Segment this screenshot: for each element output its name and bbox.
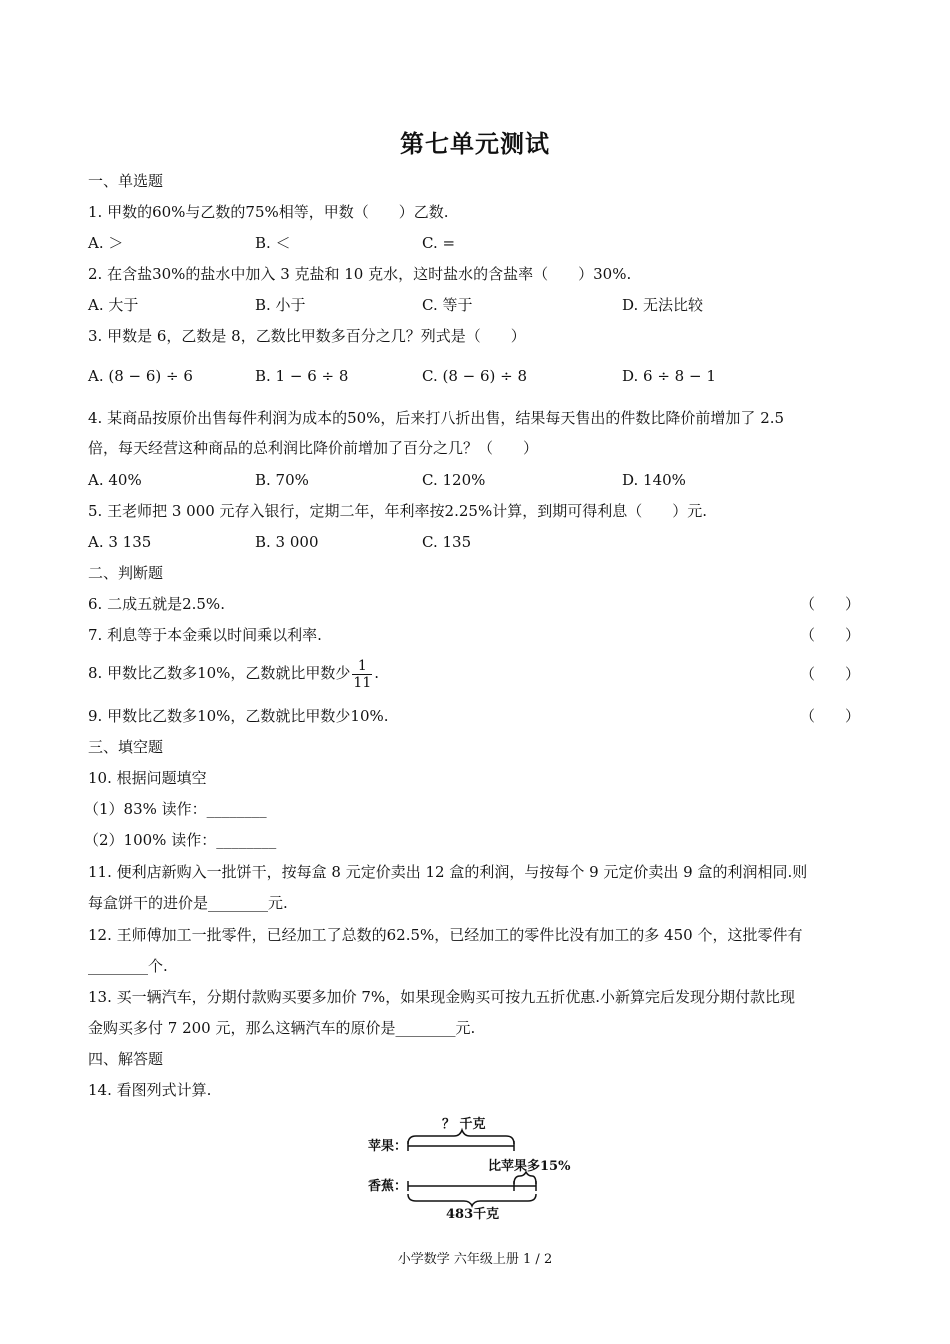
page-footer: 小学数学 六年级上册 1 / 2 (397, 1252, 553, 1267)
q9-answer-paren: （ ） (800, 707, 861, 725)
q8-text-after: . (374, 664, 380, 682)
q3-option-d: D. 6 ÷ 8 − 1 (622, 367, 716, 385)
section-heading-solve: 四、解答题 (88, 1050, 164, 1068)
diagram-bottom-label: 483千克 (446, 1207, 500, 1221)
question-6: 6. 二成五就是2.5%. (88, 595, 225, 613)
q4-option-d: D. 140% (622, 471, 686, 489)
question-9: 9. 甲数比乙数多10%，乙数就比甲数少10%. (88, 707, 389, 725)
q8-answer-paren: （ ） (800, 665, 861, 683)
diagram-banana-label: 香蕉： (368, 1179, 408, 1194)
section-heading-true-false: 二、判断题 (88, 564, 164, 582)
q10-sub-2: （2）100% 读作：________ (84, 831, 277, 849)
question-14: 14. 看图列式计算. (88, 1081, 212, 1099)
line-segment-diagram (366, 1106, 586, 1221)
question-12-line2: ________个. (88, 957, 168, 975)
question-13-line2: 金购买多付 7 200 元，那么这辆汽车的原价是________元. (88, 1019, 476, 1037)
question-7: 7. 利息等于本金乘以时间乘以利率. (88, 626, 322, 644)
q4-option-c: C. 120% (422, 471, 486, 489)
page-title: 第七单元测试 (400, 129, 550, 158)
fraction-denominator: 11 (353, 674, 372, 691)
q10-sub-1: （1）83% 读作：________ (84, 800, 267, 818)
question-3: 3. 甲数是 6，乙数是 8，乙数比甲数多百分之几？列式是（ ） (88, 327, 526, 345)
fraction-one-eleventh (352, 658, 372, 691)
q2-option-a: A. 大于 (88, 296, 139, 314)
section-heading-single-choice: 一、单选题 (88, 172, 164, 190)
diagram-apple-label: 苹果： (368, 1139, 408, 1154)
q2-option-d: D. 无法比较 (622, 296, 704, 314)
q2-option-b: B. 小于 (255, 296, 306, 314)
q4-option-b: B. 70% (255, 471, 309, 489)
question-4-line1: 4. 某商品按原价出售每件利润为成本的50%，后来打八折出售，结果每天售出的件数比降价前增加了 2.5 (88, 409, 785, 427)
question-10: 10. 根据问题填空 (88, 769, 207, 787)
question-5: 5. 王老师把 3 000 元存入银行，定期二年，年利率按2.25%计算，到期可得利息（ ）元. (88, 502, 707, 520)
q5-option-c: C. 135 (422, 533, 472, 551)
q6-answer-paren: （ ） (800, 595, 861, 613)
q5-option-a: A. 3 135 (88, 533, 152, 551)
diagram-svg (366, 1106, 586, 1221)
q3-option-b: B. 1 − 6 ÷ 8 (255, 367, 349, 385)
diagram-more-label: 比苹果多15% (488, 1159, 571, 1174)
question-13-line1: 13. 买一辆汽车，分期付款购买要多加价 7%，如果现金购买可按九五折优惠.小新算完后发现分期付款比现 (88, 988, 795, 1006)
q1-option-c: C. = (422, 234, 456, 252)
apple-top-brace (408, 1130, 514, 1144)
q3-option-a: A. (8 − 6) ÷ 6 (88, 367, 193, 385)
banana-bottom-brace (408, 1194, 536, 1206)
diagram-top-label: ？ 千克 (442, 1117, 486, 1132)
question-2: 2. 在含盐30%的盐水中加入 3 克盐和 10 克水，这时盐水的含盐率（ ）30%. (88, 265, 632, 283)
question-1: 1. 甲数的60%与乙数的75%相等，甲数（ ）乙数. (88, 203, 449, 221)
question-4-line2: 倍，每天经营这种商品的总利润比降价前增加了百分之几？（ ） (88, 439, 539, 457)
q8-text-before: 8. 甲数比乙数多10%，乙数就比甲数少 (88, 664, 351, 682)
q3-option-c: C. (8 − 6) ÷ 8 (422, 367, 528, 385)
q5-option-b: B. 3 000 (255, 533, 319, 551)
q2-option-c: C. 等于 (422, 296, 473, 314)
q1-option-a: A. ＞ (88, 234, 124, 252)
question-11-line1: 11. 便利店新购入一批饼干，按每盒 8 元定价卖出 12 盒的利润，与按每个 9 元定价卖出 9 盒的利润相同.则 (88, 863, 808, 881)
section-heading-fill-blank: 三、填空题 (88, 738, 164, 756)
q1-option-b: B. ＜ (255, 234, 291, 252)
q4-option-a: A. 40% (88, 471, 142, 489)
question-8 (88, 656, 379, 691)
question-12-line1: 12. 王师傅加工一批零件，已经加工了总数的62.5%，已经加工的零件比没有加工的多 450 个，这批零件有 (88, 926, 803, 944)
question-11-line2: 每盒饼干的进价是________元. (88, 894, 288, 912)
fraction-numerator: 1 (352, 658, 372, 675)
q7-answer-paren: （ ） (800, 626, 861, 644)
